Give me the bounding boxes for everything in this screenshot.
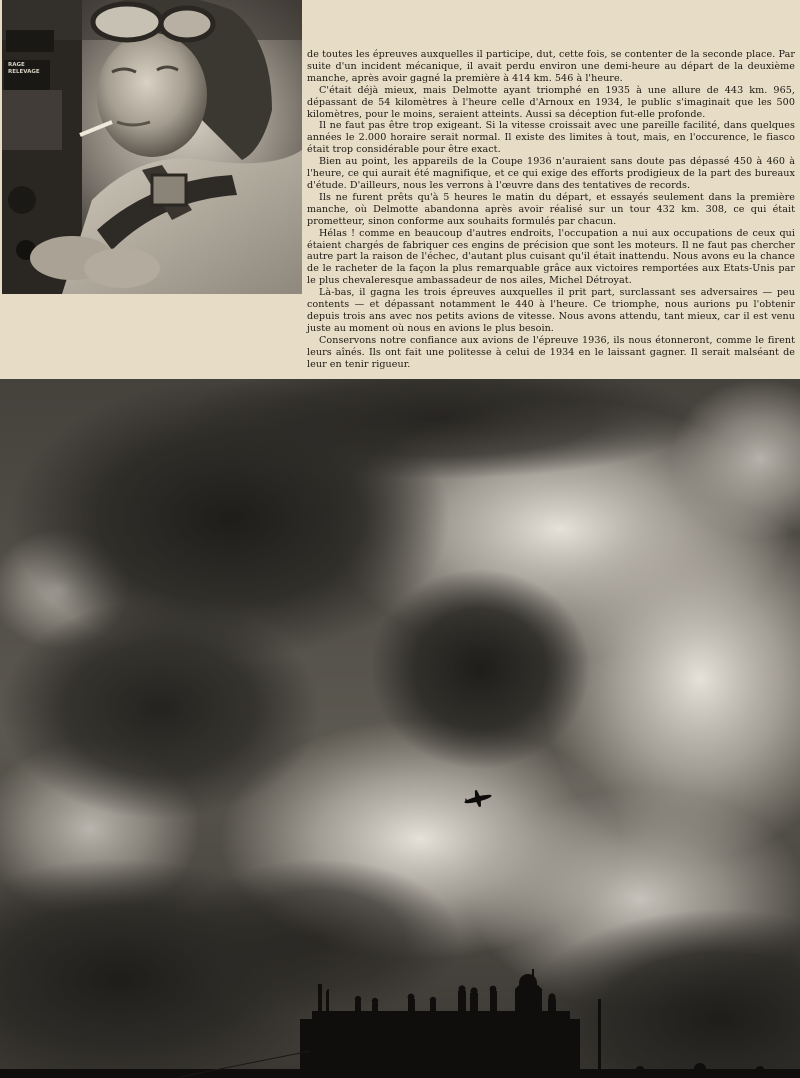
article-paragraph-2: C'était déjà mieux, mais Delmotte ayant triomphé en 1935 à une allure de 443 km. 965, dépassant de 54 kilomètres à l'heure celle d'Arnoux en 1934, le public s'imaginait que les 500 kilomètres, pour le moins, seraient atteints. Aussi sa déception fut-elle profonde.	[307, 84, 795, 120]
article-paragraph-1: de toutes les épreuves auxquelles il participe, dut, cette fois, se contenter de la seconde place. Par suite d'un incident mécanique, il avait perdu environ une demi-heure au départ de la deuxième manche, après avoir gagné la première à 414 km. 546 à l'heure.	[307, 49, 795, 84]
article-paragraph-8: Conservons notre confiance aux avions de l'épreuve 1936, ils nous étonneront, comme le firent leurs aînés. Ils ont fait une politesse à celui de 1934 en le laissant gagner. Il serait malséant de leur en tenir rigueur.	[307, 334, 795, 370]
sky-illustration	[0, 379, 800, 1078]
pilot-portrait-illustration	[2, 0, 302, 294]
pilot-portrait-photo	[2, 0, 302, 294]
sky-photo	[0, 379, 800, 1078]
article-paragraph-7: Là-bas, il gagna les trois épreuves auxquelles il prit part, surclassant ses adversaires — peu contents — et dépassant notamment le 440 à l'heure. Ce triomphe, nous aurions pu l'obtenir depuis trois ans avec nos petits avions de vitesse. Nous avons attendu, tant mieux, car il est venu juste au moment où nous en avions le plus besoin.	[307, 287, 795, 334]
article-paragraph-5: Ils ne furent prêts qu'à 5 heures le matin du départ, et essayés seulement dans la première manche, où Delmotte abandonna après avoir réalisé sur un tour 432 km. 308, ce qui était prometteur, sinon conforme aux souhaits formulés par chacun.	[307, 191, 795, 227]
panel-badge-line1: RAGE	[8, 62, 25, 68]
panel-badge-line2: RELEVAGE	[8, 69, 40, 75]
panel-badge	[8, 62, 48, 76]
article-paragraph-6: Hélas ! comme en beaucoup d'autres endroits, l'occupation a nui aux occupations de ceux qui étaient chargés de fabriquer ces engins de précision que sont les moteurs. Il ne faut pas chercher autre part la raison de l'échec, d'autant plus cuisant qu'il était inattendu. Nous avons eu la chance de le racheter de la façon la plus remarquable grâce aux victoires remportées aux Etats-Unis par le plus chevaleresque ambassadeur de nos ailes, Michel Détroyat.	[307, 227, 795, 287]
article-text	[307, 49, 795, 370]
article-paragraph-4: Bien au point, les appareils de la Coupe 1936 n'auraient sans doute pas dépassé 450 à 460 à l'heure, ce qui aurait été magnifique, et ce qui exige des efforts prodigieux de la part des bureaux d'étude. D'ailleurs, nous les verrons à l'œuvre dans des tentatives de records.	[307, 156, 795, 191]
article-paragraph-3: Il ne faut pas être trop exigeant. Si la vitesse croissait avec une pareille facilité, dans quelques années le 2.000 horaire serait normal. Il existe des limites à tout, mais, en l'occurence, le fiasco était trop considérable pour être exact.	[307, 120, 795, 156]
